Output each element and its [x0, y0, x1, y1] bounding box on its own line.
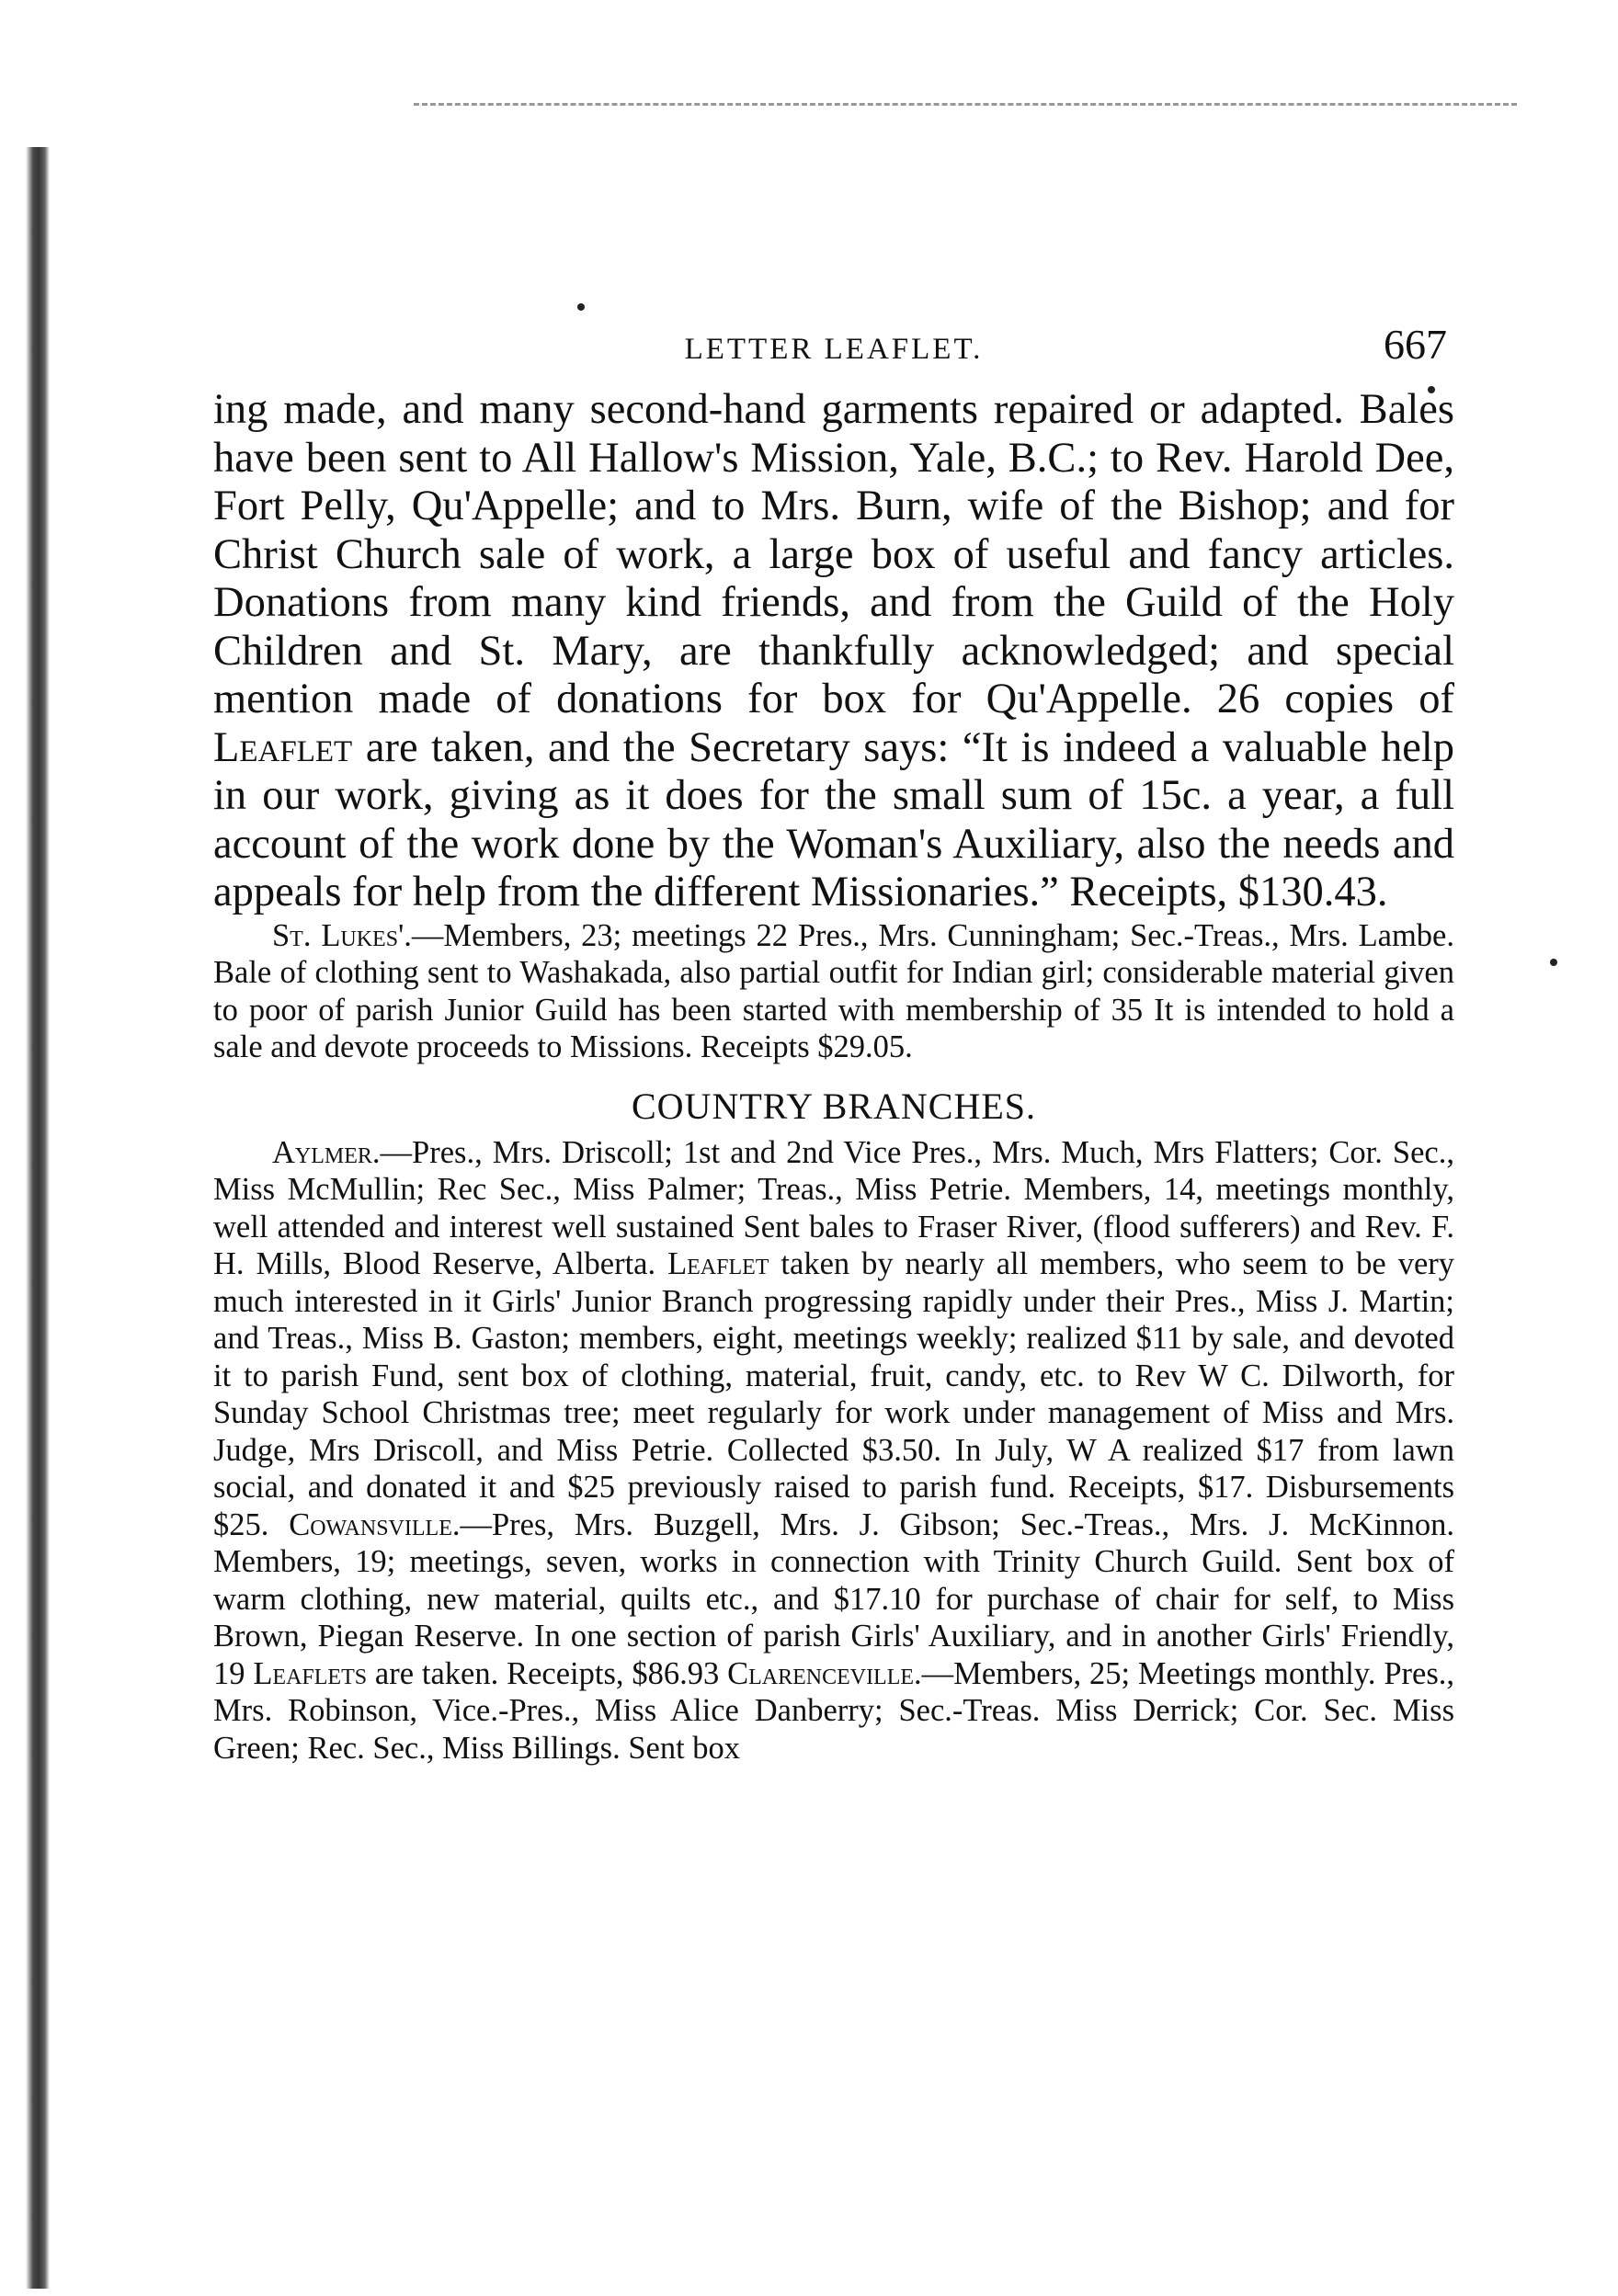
text-run: —Members, 25; Meetings monthly. Pres., Mrs. Robinson, Vice.-Pres., Miss Alice Danberry; Sec.-Treas. Miss Derrick; Cor. Sec. Miss Green; Rec. Sec., Miss Billings. Sent box — [213, 1655, 1455, 1766]
leaflet-smallcaps: Leaflet — [667, 1246, 769, 1281]
text-run: —Pres., Mrs. Driscoll; 1st and 2nd Vice Pres., Mrs. Much, Mrs Flatters; Cor. Sec., Miss McMullin; Rec Sec., Miss Palmer; Treas., Miss Petrie. Members, 14, meetings monthly, well attended and interest well sustained Sent bales to Fraser River, (flood sufferers) and Rev. F. H. Mills, Blood Reserve, Alberta. — [213, 1134, 1454, 1281]
text-run: —Members, 23; meetings 22 Pres., Mrs. Cunningham; Sec.-Treas., Mrs. Lambe. Bale of clothing sent to Washakada, also partial outfit for Indian girl; considerable material given to poor of parish Junior Guild has been started with membership of 35 It is intended to hold a sale and devote proceeds to Missions. Receipts $29.05. — [213, 917, 1454, 1064]
text-run: ing made, and many second-hand garments repaired or adapted. Bales have been sent to All Hallow's Mission, Yale, B.C.; to Rev. Harold Dee, Fort Pelly, Qu'Appelle; and to Mrs. Burn, wife of the Bishop; and for Christ Church sale of work, a large box of useful and fancy articles. Donations from many kind friends, and from the Guild of the Holy Children and St. Mary, are thankfully acknowledged; and special mention made of donations for box for Qu'Appelle. 26 copies of — [213, 386, 1454, 722]
running-head: LETTER LEAFLET. — [684, 333, 984, 366]
branch-name-cowansville: Cowansville. — [289, 1506, 461, 1542]
text-run: are taken, and the Secretary says: “It is indeed a valuable help in our work, giving as it does for the small sum of 15c. a year, a full account of the work done by the Woman's Auxiliary, also the needs and appeals for help from the different Missionaries.” Receipts, $130.43. — [213, 723, 1454, 915]
text-run: —Pres, Mrs. Buzgell, Mrs. J. Gibson; Sec.-Treas., Mrs. J. McKinnon. Members, 19; meetings, seven, works in connection with Trinity Church Guild. Sent box of warm clothing, new material, quilts etc., and $17.10 for purchase of chair for self, to Miss Brown, Piegan Reserve. In one section of parish Girls' Auxiliary, and in another Girls' Friendly, 19 — [213, 1506, 1454, 1691]
branch-name-clarenceville: Clarenceville. — [727, 1655, 922, 1691]
branch-name-st-lukes: St. Lukes'. — [272, 917, 412, 953]
book-spine-shadow — [26, 147, 50, 2289]
scan-edge-rule — [414, 103, 1517, 106]
text-run: taken by nearly all members, who seem to be very much interested in it Girls' Junior Branch progressing rapidly under their Pres., Miss J. Martin; and Treas., Miss B. Gaston; members, eight, meetings weekly; realized $11 by sale, and devoted it to parish Fund, sent box of clothing, material, fruit, candy, etc. to Rev W C. Dilworth, for Sunday School Christmas tree; meet regularly for work under management of Miss and Mrs. Judge, Mrs Driscoll, and Miss Petrie. Collected $3.50. In July, W A realized $17 from lawn social, and donated it and $25 previously raised to parish fund. Receipts, $17. Disbursements $25. — [213, 1246, 1455, 1542]
ink-speck — [577, 303, 585, 311]
leaflet-smallcaps: Leaflet — [213, 723, 353, 771]
page-number: 667 — [1384, 321, 1447, 368]
ink-speck — [1550, 959, 1557, 966]
paragraph-st-lukes — [213, 917, 1454, 1066]
branch-name-aylmer: Aylmer. — [272, 1134, 381, 1170]
text-run: are taken. Receipts, $86.93 — [367, 1655, 728, 1691]
paragraph-country-branches — [213, 1134, 1454, 1767]
section-title: COUNTRY BRANCHES. — [631, 1085, 1037, 1127]
leaflets-smallcaps: Leaflets — [253, 1655, 368, 1691]
paragraph-continued — [213, 386, 1454, 917]
page-header — [213, 313, 1454, 386]
page-content — [213, 313, 1454, 1767]
